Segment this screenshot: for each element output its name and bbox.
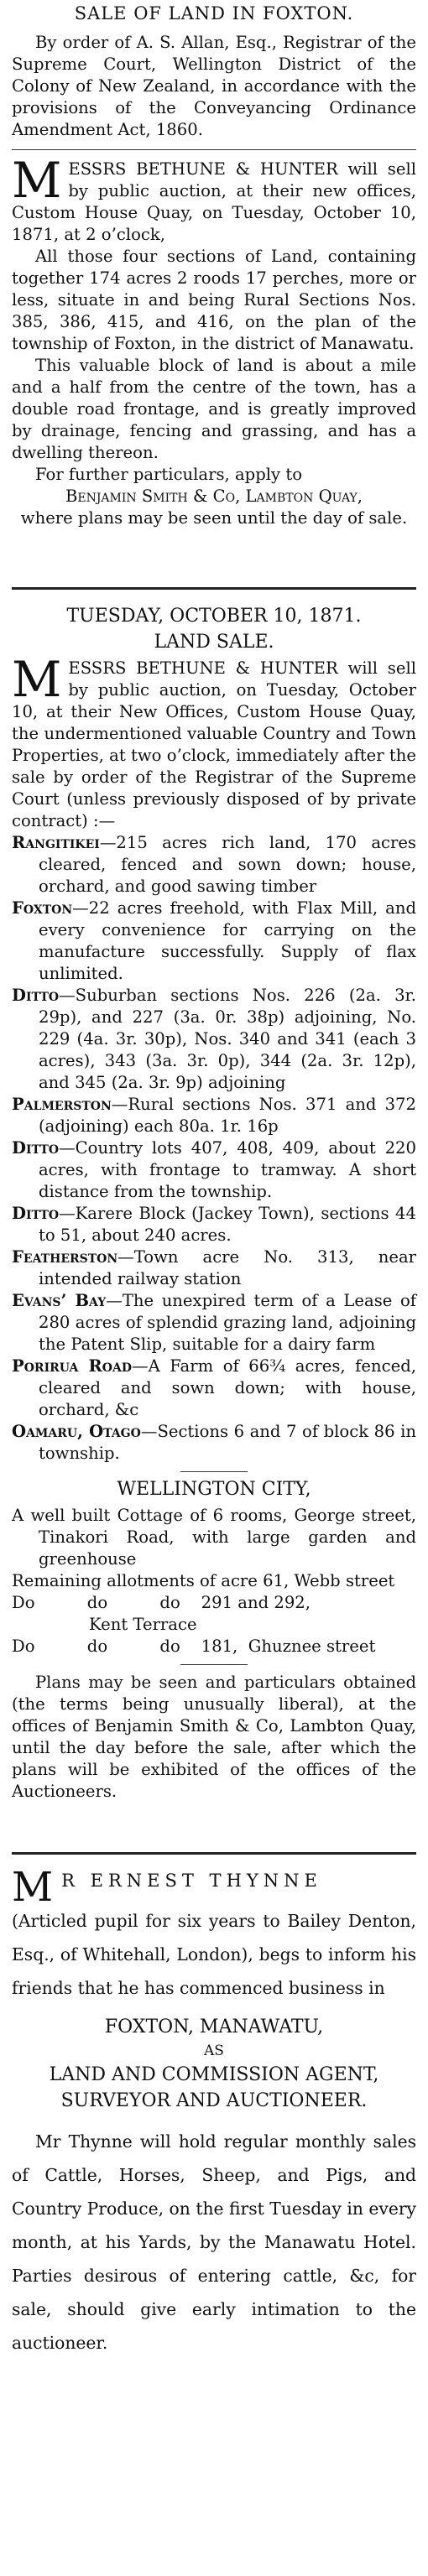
ad-title: SALE OF LAND IN FOXTON. [74,3,354,23]
property-text: —22 acres freehold, with Flax Mill, and every convenience for carrying on the manufacture successfully. Supply of flax unlimited. [39,898,416,983]
property-place: Oamaru, Otago [12,1422,141,1441]
remaining-allotments: Remaining allotments of acre 61, Webb street [12,1571,395,1590]
ad-body: Mr Thynne will hold regular monthly sales of Cattle, Horses, Sheep, and Pigs, and Country Produce, on the first Tuesday in every month, at his Yards, by the Manawatu Hotel. Parties desirous of entering cattle, &c, for sale, should give early intimation to the auctioneer. [12,2131,416,2353]
ad-intro-text: ESSRS BETHUNE & HUNTER will sell by public auction, on Tuesday, October 10, at their New Offices, Custom House Quay, the undermentioned valuable Country and Town Properties, at two o’clock, immediately after the sale by order of the Registrar of the Supreme Court (unless previously disposed of by private contract) :— [12,658,416,830]
ditto-line: Do do do 181, Ghuznee street [12,1637,376,1656]
property-place: Ditto [12,1138,60,1158]
divider [180,1664,248,1665]
property-item [12,1356,416,1421]
advertisement-land-sale [12,601,416,1803]
property-text: —Karere Block (Jackey Town), sections 44 to 51, about 240 acres. [39,1204,416,1245]
advertiser-name-line [12,1864,416,1911]
property-place: Rangitikei [12,833,100,852]
property-item [12,1137,416,1203]
city-heading: WELLINGTON CITY, [117,1479,311,1500]
drop-cap: M [12,651,62,708]
city-item: A well built Cottage of 6 rooms, George street, Tinakori Road, with large garden and greenhouse [12,1506,416,1569]
ad-intro: (Articled pupil for six years to Bailey Denton, Esq., of Whitehall, London), begs to inform his friends that he has commenced business in [12,1911,416,1998]
ad-body: This valuable block of land is about a mile and a half from the centre of the town, has a double road frontage, and is greatly improved by drainage, fencing and grassing, and has a dwelling thereon. [12,356,416,462]
section-rule [12,1852,416,1855]
property-item [12,985,416,1094]
property-text: —A Farm of 66¾ acres, fenced, cleared and sown down; with house, orchard, &c [39,1356,416,1419]
property-item [12,1203,416,1246]
property-place: Ditto [12,1204,60,1223]
property-item [12,1246,416,1290]
divider [180,1471,248,1472]
ad-intro-paragraph [12,651,416,832]
property-place: Evans’ Bay [12,1291,107,1310]
property-place: Palmerston [12,1095,112,1114]
location-heading: FOXTON, MANAWATU, [104,2017,324,2037]
property-place: Foxton [12,898,73,918]
property-text: —The unexpired term of a Lease of 280 acres of splendid grazing land, adjoining the Patent Slip, suitable for a dairy farm [39,1291,417,1354]
drop-cap: M [12,152,62,209]
role-heading: LAND AND COMMISSION AGENT, [49,2064,379,2085]
ad-lead-paragraph [12,152,416,246]
property-place: Ditto [12,986,60,1005]
property-text: —Sections 6 and 7 of block 86 in township. [39,1422,417,1463]
role-heading: SURVEYOR AND AUCTIONEER. [60,2090,368,2111]
ditto-line: Do do do 291 and 292, [12,1593,311,1612]
advertisement-foxton-land-sale [12,0,416,529]
property-item [12,1421,416,1465]
property-text: —Suburban sections Nos. 226 (2a. 3r. 29p), and 227 (3a. 0r. 38p) adjoining, No. 229 (4a. 3r. 30p), Nos. 340 and 341 (each 3 acres), 343 (3a. 3r. 0p), 344 (2a. 3r. 12p), and 345 (2a. 3r. 9p) adjoining [39,986,416,1092]
property-item [12,1290,416,1356]
property-text: —Country lots 407, 408, 409, about 220 acres, with frontage to tramway. A short distance from the township. [39,1138,416,1201]
property-item [12,1094,416,1137]
ad-details: All those four sections of Land, containing together 174 acres 2 roods 17 perches, more or less, situate in and being Rural Sections Nos. 385, 386, 415, and 416, on the plan of the township of Foxton, in the district of Manawatu. [12,247,416,353]
advertisement-ernest-thynne [12,1864,416,2360]
advertiser-name: R ERNEST THYNNE [61,1871,322,1891]
property-text: —Rural sections Nos. 371 and 372 (adjoining) each 80a. 1r. 16p [39,1095,416,1136]
date-line: TUESDAY, OCTOBER 10, 1871. [66,606,362,627]
ad-particulars: For further particulars, apply to [35,465,302,484]
property-text: —215 acres rich land, 170 acres cleared, fenced and sown down; house, orchard, and good sawing timber [39,833,416,896]
drop-cap: M [12,1864,54,1911]
ad-closing: where plans may be seen until the day of sale. [20,508,408,528]
as-label: AS [204,2043,224,2059]
ditto-line-continued: Kent Terrace [89,1615,197,1634]
plans-note: Plans may be seen and particulars obtained (the terms being unusually liberal), at the offices of Benjamin Smith & Co, Lambton Quay, until the day before the sale, after which the plans will be exhibited of the offices of the Auctioneers. [12,1673,416,1801]
section-rule [12,587,416,590]
divider [12,149,416,150]
ad-intro: By order of A. S. Allan, Esq., Registrar of the Supreme Court, Wellington District of the Colony of New Zealand, in accordance with the provisions of the Conveyancing Ordinance Amendment Act, 1860. [12,33,416,139]
ad-contact: Benjamin Smith & Co, Lambton Quay, [65,487,363,506]
property-text: —Town acre No. 313, near intended railway station [39,1247,416,1288]
ad-lead-text: ESSRS BETHUNE & HUNTER will sell by public auction, at their new offices, Custom House Quay, on Tuesday, October 10, 1871, at 2 o’clock, [12,159,416,244]
property-place: Porirua Road [12,1356,132,1376]
ad-title: LAND SALE. [154,632,274,653]
property-item [12,832,416,898]
property-place: Featherston [12,1247,118,1267]
property-item [12,898,416,985]
